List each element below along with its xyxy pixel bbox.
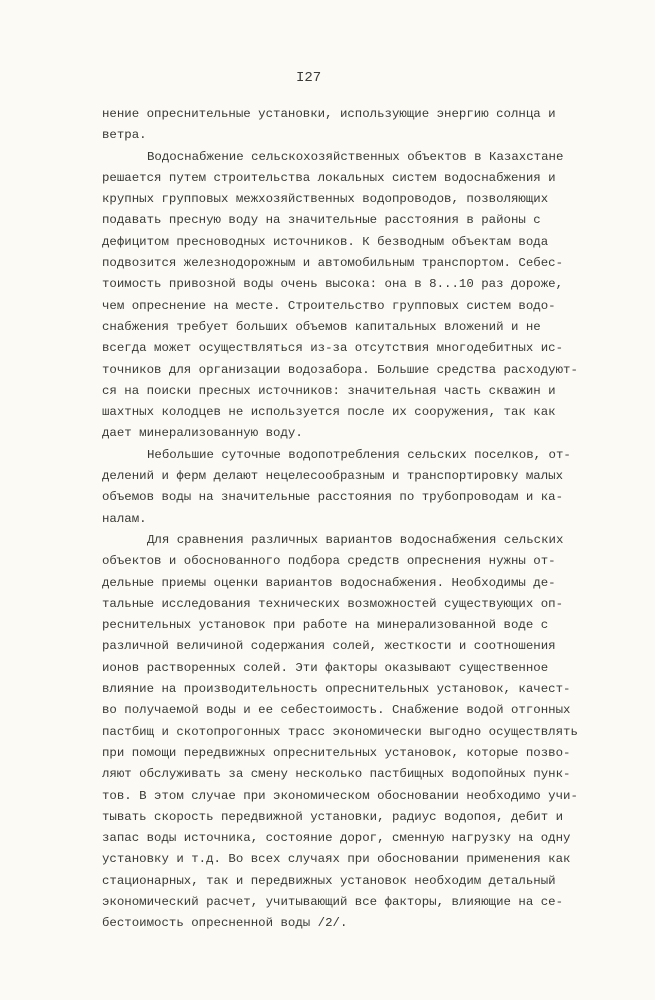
text-line: Для сравнения различных вариантов водоснабжения сельских (147, 532, 564, 547)
text-line: дельные приемы оценки вариантов водоснабжения. Необходимы де- (102, 575, 556, 590)
text-line: ляют обслуживать за смену несколько пастбищных водопойных пунк- (102, 767, 571, 782)
text-line: Водоснабжение сельскохозяйственных объектов в Казахстане (147, 149, 564, 164)
text-line: влияние на производительность опреснительных установок, качест- (102, 682, 571, 697)
text-line: налам. (102, 511, 147, 526)
text-line: всегда может осуществляться из-за отсутствия многодебитных ис- (102, 341, 564, 356)
text-line: ся на поиски пресных источников: значительная часть скважин и (102, 383, 556, 398)
text-line: решается путем строительства локальных систем водоснабжения и (102, 170, 556, 185)
text-line: бестоимость опресненной воды /2/. (102, 916, 348, 931)
body-text (102, 104, 602, 935)
text-line: точников для организации водозабора. Большие средства расходуют- (102, 362, 578, 377)
text-line: дефицитом пресноводных источников. К безводным объектам вода (102, 234, 549, 249)
text-line: делений и ферм делают нецелесообразным и транспортировку малых (102, 469, 564, 484)
text-line: во получаемой воды и ее себестоимость. Снабжение водой отгонных (102, 703, 571, 718)
text-line: ветра. (102, 128, 147, 143)
text-line: стационарных, так и передвижных установок необходим детальный (102, 873, 556, 888)
text-line: дает минерализованную воду. (102, 426, 303, 441)
text-line: нение опреснительные установки, использующие энергию солнца и (102, 107, 556, 121)
text-line: объемов воды на значительные расстояния по трубопроводам и ка- (102, 490, 564, 505)
text-line: пастбищ и скотопрогонных трасс экономически выгодно осуществлять (102, 724, 578, 739)
text-line: шахтных колодцев не используется после их сооружения, так как (102, 405, 556, 420)
text-line: снабжения требует больших объемов капитальных вложений и не (102, 319, 541, 334)
text-line: тальные исследования технических возможностей существующих оп- (102, 596, 564, 611)
text-line: различной величиной содержания солей, жесткости и соотношения (102, 639, 556, 654)
text-line: установку и т.д. Во всех случаях при обосновании применения как (102, 852, 571, 867)
text-line: экономический расчет, учитывающий все факторы, влияющие на се- (102, 894, 564, 909)
text-line: крупных групповых межхозяйственных водопроводов, позволяющих (102, 192, 549, 207)
text-line: чем опреснение на месте. Строительство групповых систем водо- (102, 298, 556, 313)
text-line: объектов и обоснованного подбора средств опреснения нужны от- (102, 554, 556, 569)
text-line: подавать пресную воду на значительные расстояния в районы с (102, 213, 541, 228)
text-line: реснительных установок при работе на минерализованной воде с (102, 618, 549, 633)
text-line: Небольшие суточные водопотребления сельских поселков, от- (147, 447, 571, 462)
text-line: тоимость привозной воды очень высока: она в 8...10 раз дороже, (102, 277, 564, 292)
page-number: I27 (296, 70, 322, 86)
text-line: тывать скорость передвижной установки, радиус водопоя, дебит и (102, 809, 564, 824)
text-line: подвозится железнодорожным и автомобильным транспортом. Себес- (102, 256, 564, 271)
text-line: запас воды источника, состояние дорог, сменную нагрузку на одну (102, 831, 571, 846)
text-line: при помощи передвижных опреснительных установок, которые позво- (102, 745, 571, 760)
text-line: тов. В этом случае при экономическом обосновании необходимо учи- (102, 788, 578, 803)
text-line: ионов растворенных солей. Эти факторы оказывают существенное (102, 660, 549, 675)
